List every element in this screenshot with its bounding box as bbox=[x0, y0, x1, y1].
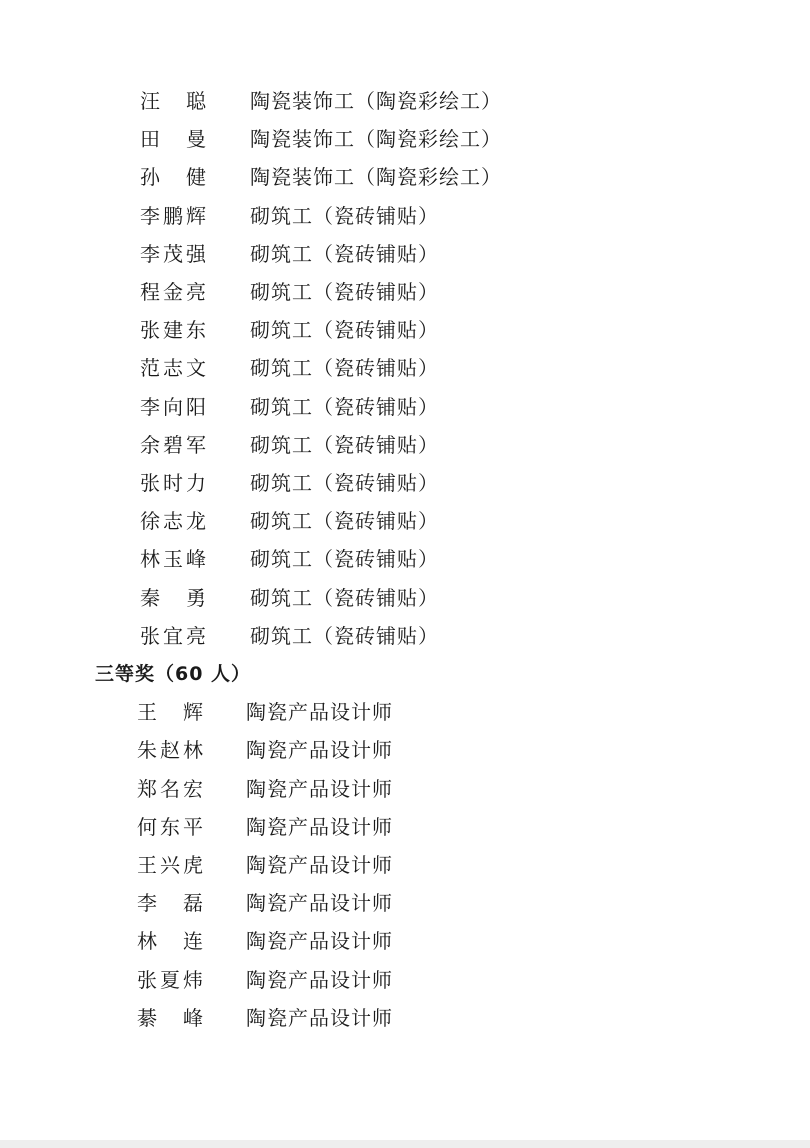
occupation: 陶瓷产品设计师 bbox=[246, 776, 393, 801]
winner-name bbox=[140, 540, 206, 578]
name-char: 龙 bbox=[186, 509, 206, 534]
name-char: 孙 bbox=[140, 165, 160, 190]
winner-name bbox=[140, 349, 206, 387]
name-char: 虎 bbox=[183, 853, 203, 877]
name-char: 平 bbox=[183, 814, 203, 839]
winner-name bbox=[137, 693, 203, 731]
occupation: 陶瓷产品设计师 bbox=[246, 853, 393, 877]
name-char: 宏 bbox=[183, 776, 203, 801]
occupation: 陶瓷产品设计师 bbox=[246, 814, 393, 839]
occupation: 陶瓷装饰工（陶瓷彩绘工） bbox=[250, 165, 502, 190]
winner-name bbox=[137, 770, 203, 808]
winner-name bbox=[137, 999, 203, 1037]
name-char: 宜 bbox=[163, 623, 183, 648]
name-char: 力 bbox=[186, 471, 206, 495]
occupation: 陶瓷产品设计师 bbox=[246, 738, 393, 763]
name-char: 磊 bbox=[183, 891, 203, 916]
name-char: 李 bbox=[137, 891, 157, 916]
occupation: 砌筑工（瓷砖铺贴） bbox=[250, 280, 439, 304]
name-char: 向 bbox=[163, 394, 183, 419]
occupation: 砌筑工（瓷砖铺贴） bbox=[250, 241, 439, 266]
winner-name bbox=[140, 120, 206, 158]
name-char: 秦 bbox=[140, 585, 160, 610]
name-char: 东 bbox=[160, 814, 180, 839]
winner-name bbox=[140, 464, 206, 502]
name-char: 连 bbox=[183, 929, 203, 954]
winner-name bbox=[140, 82, 206, 120]
occupation: 陶瓷装饰工（陶瓷彩绘工） bbox=[250, 127, 502, 152]
name-char: 名 bbox=[160, 776, 180, 801]
name-char: 李 bbox=[140, 394, 160, 419]
occupation: 砌筑工（瓷砖铺贴） bbox=[250, 547, 439, 572]
name-char: 鹏 bbox=[163, 203, 183, 228]
name-char: 茂 bbox=[163, 241, 183, 266]
name-char: 曼 bbox=[186, 127, 206, 152]
winner-name bbox=[140, 502, 206, 540]
name-char: 何 bbox=[137, 814, 157, 839]
name-char: 兴 bbox=[160, 853, 180, 877]
name-char: 林 bbox=[183, 738, 203, 763]
occupation: 陶瓷产品设计师 bbox=[246, 929, 393, 954]
name-char: 辉 bbox=[186, 203, 206, 228]
name-char: 文 bbox=[186, 356, 206, 381]
occupation: 砌筑工（瓷砖铺贴） bbox=[250, 509, 439, 534]
name-char: 时 bbox=[163, 471, 183, 495]
occupation: 陶瓷产品设计师 bbox=[246, 700, 393, 725]
occupation: 陶瓷产品设计师 bbox=[246, 967, 393, 992]
name-char: 炜 bbox=[183, 967, 203, 992]
name-char: 志 bbox=[163, 509, 183, 534]
occupation: 砌筑工（瓷砖铺贴） bbox=[250, 356, 439, 381]
winner-name bbox=[140, 235, 206, 273]
name-char: 健 bbox=[186, 165, 206, 190]
name-char: 东 bbox=[186, 318, 206, 343]
name-char: 张 bbox=[140, 623, 160, 648]
name-char: 林 bbox=[137, 929, 157, 954]
name-char: 张 bbox=[137, 967, 157, 992]
name-char: 碧 bbox=[163, 432, 183, 457]
occupation: 砌筑工（瓷砖铺贴） bbox=[250, 394, 439, 419]
name-char: 程 bbox=[140, 280, 160, 304]
occupation: 砌筑工（瓷砖铺贴） bbox=[250, 203, 439, 228]
name-char: 志 bbox=[163, 356, 183, 381]
winner-name bbox=[140, 579, 206, 617]
name-char: 李 bbox=[140, 241, 160, 266]
winner-name bbox=[137, 884, 203, 922]
name-char: 徐 bbox=[140, 509, 160, 534]
name-char: 余 bbox=[140, 432, 160, 457]
occupation: 陶瓷产品设计师 bbox=[246, 1005, 393, 1030]
name-char: 峰 bbox=[186, 547, 206, 572]
name-char: 建 bbox=[163, 318, 183, 343]
winner-name bbox=[137, 808, 203, 846]
name-char: 范 bbox=[140, 356, 160, 381]
name-char: 綦 bbox=[137, 1005, 157, 1030]
name-char: 军 bbox=[186, 432, 206, 457]
winner-name bbox=[140, 617, 206, 655]
name-char: 林 bbox=[140, 547, 160, 572]
name-char: 勇 bbox=[186, 585, 206, 610]
name-char: 汪 bbox=[140, 89, 160, 113]
winner-name bbox=[140, 273, 206, 311]
winner-name bbox=[137, 961, 203, 999]
section-heading-third-prize: 三等奖（60 人） bbox=[95, 663, 252, 685]
page-bottom-edge bbox=[0, 1140, 810, 1148]
name-char: 夏 bbox=[160, 967, 180, 992]
occupation: 砌筑工（瓷砖铺贴） bbox=[250, 623, 439, 648]
occupation: 砌筑工（瓷砖铺贴） bbox=[250, 585, 439, 610]
name-char: 王 bbox=[137, 853, 157, 877]
name-char: 亮 bbox=[186, 280, 206, 304]
name-char: 阳 bbox=[186, 394, 206, 419]
winner-name bbox=[137, 731, 203, 769]
name-char: 王 bbox=[137, 700, 157, 725]
occupation: 陶瓷产品设计师 bbox=[246, 891, 393, 916]
winner-name bbox=[140, 158, 206, 196]
winner-name bbox=[140, 197, 206, 235]
name-char: 金 bbox=[163, 280, 183, 304]
winner-name bbox=[140, 426, 206, 464]
occupation: 砌筑工（瓷砖铺贴） bbox=[250, 471, 439, 495]
name-char: 张 bbox=[140, 318, 160, 343]
winner-name bbox=[140, 388, 206, 426]
occupation: 砌筑工（瓷砖铺贴） bbox=[250, 318, 439, 343]
winner-name bbox=[140, 311, 206, 349]
name-char: 李 bbox=[140, 203, 160, 228]
name-char: 辉 bbox=[183, 700, 203, 725]
name-char: 田 bbox=[140, 127, 160, 152]
name-char: 赵 bbox=[160, 738, 180, 763]
winner-name bbox=[137, 846, 203, 884]
name-char: 峰 bbox=[183, 1005, 203, 1030]
occupation: 砌筑工（瓷砖铺贴） bbox=[250, 432, 439, 457]
name-char: 张 bbox=[140, 471, 160, 495]
name-char: 玉 bbox=[163, 547, 183, 572]
occupation: 陶瓷装饰工（陶瓷彩绘工） bbox=[250, 89, 502, 113]
name-char: 朱 bbox=[137, 738, 157, 763]
winner-name bbox=[137, 922, 203, 960]
name-char: 强 bbox=[186, 241, 206, 266]
name-char: 郑 bbox=[137, 776, 157, 801]
name-char: 聪 bbox=[186, 89, 206, 113]
name-char: 亮 bbox=[186, 623, 206, 648]
